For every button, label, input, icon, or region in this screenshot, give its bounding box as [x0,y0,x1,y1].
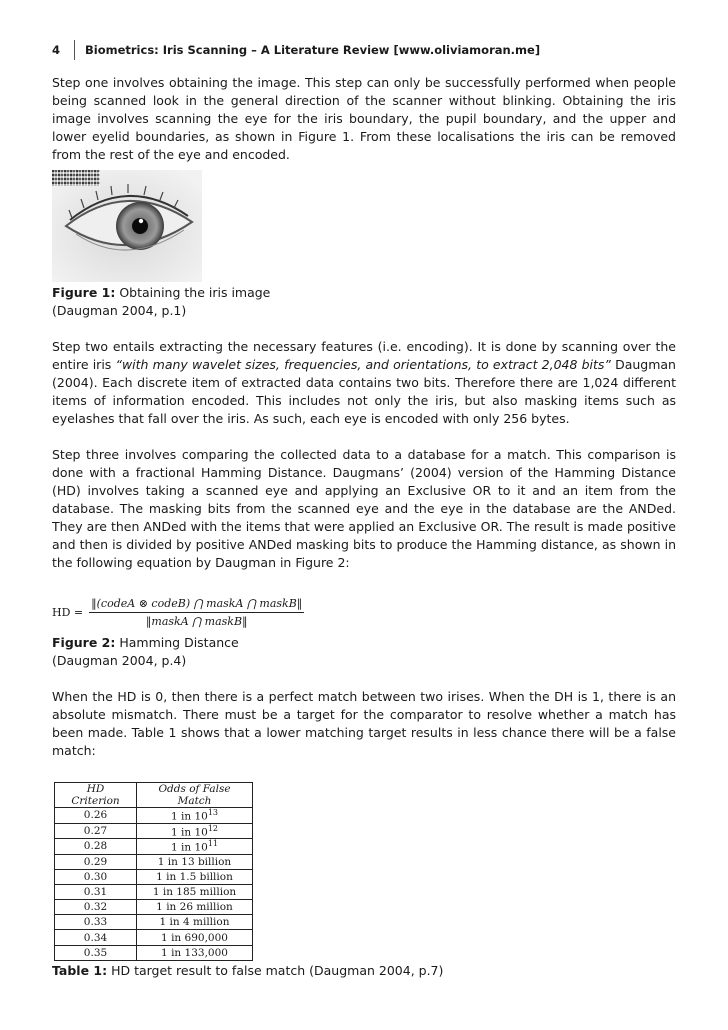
false-match-odds-cell [137,823,253,839]
table-row [55,854,253,869]
figure-2-source: (Daugman 2004, p.4) [52,653,187,668]
hd-table-header-odds: Odds of False Match [137,783,253,808]
hd-table-header-criterion: HD Criterion [55,783,137,808]
false-match-odds-cell [137,930,253,945]
odds-value: 1 in 10 [170,826,208,838]
iris-code-strip [52,170,100,186]
hd-criterion-cell: 0.29 [55,854,137,869]
odds-value: 1 in 13 billion [157,855,232,868]
odds-exponent: 12 [207,823,219,833]
table-row [55,884,253,899]
page-body [52,74,676,980]
false-match-odds-cell [137,915,253,930]
table-row [55,915,253,930]
table-row [55,869,253,884]
header-divider [74,40,75,60]
step-two-quote: “with many wavelet sizes, frequencies, and orientations, to extract 2,048 bits” [115,357,611,372]
hd-criterion-cell: 0.32 [55,900,137,915]
figure-2-caption [52,634,676,652]
eye-illustration [52,170,202,282]
table-row [55,900,253,915]
hd-criterion-cell: 0.27 [55,823,137,839]
hd-criterion-cell: 0.30 [55,869,137,884]
hd-table-body [55,808,253,961]
odds-value: 1 in 1.5 billion [156,870,233,883]
false-match-odds-cell [137,900,253,915]
odds-value: 1 in 133,000 [161,946,228,959]
figure-1-eye-image [52,170,202,282]
false-match-odds-cell [137,808,253,824]
hd-criterion-cell: 0.33 [55,915,137,930]
figure-1-caption [52,284,676,302]
table-1-title: HD target result to false match (Daugman 2004, p.7) [107,962,444,978]
equation-denominator: ‖maskA ⋂ maskB‖ [145,614,248,628]
table-row [55,839,253,855]
step-two-text-after: Daugman (2004). Each discrete item of extracted data contains two bits. Therefore there are 1,024 different items of information encoded. This includes not only the iris, but also masking items such as eyelashes that fall over the iris. As such, each eye is encoded with only 256 bytes. [52,357,676,426]
odds-value: 1 in 10 [170,810,208,823]
odds-value: 1 in 26 million [156,901,233,914]
page-number: 4 [52,43,61,57]
paragraph-step-two [52,338,676,428]
figure-1-title: Obtaining the iris image [115,285,271,300]
odds-value: 1 in 4 million [159,916,230,929]
figure-2-title: Hamming Distance [115,635,239,650]
false-match-odds-cell [137,839,253,855]
equation-fraction [89,597,304,628]
header-title: Biometrics: Iris Scanning – A Literature Review [www.oliviamoran.me] [85,43,541,57]
figure-1-source: (Daugman 2004, p.1) [52,303,187,318]
table-row [55,930,253,945]
table-row [55,808,253,824]
table-1-caption [52,962,676,980]
hd-criterion-cell: 0.26 [55,808,137,824]
odds-exponent: 11 [207,839,219,848]
hd-table-header-row [55,783,253,808]
table-row [55,945,253,960]
hd-criterion-cell: 0.31 [55,884,137,899]
odds-value: 1 in 690,000 [161,931,228,944]
page-header [52,40,540,60]
paragraph-step-one: Step one involves obtaining the image. This step can only be successfully performed when people being scanned look in the general direction of the scanner without blinking. Obtaining the iris image involves scanning the eye for the iris boundary, the pupil boundary, and the upper and lower eyelid boundaries, as shown in Figure 1. From these localisations the iris can be removed from the rest of the eye and encoded. [52,75,676,162]
hd-criterion-cell: 0.34 [55,930,137,945]
hd-criterion-cell: 0.35 [55,945,137,960]
odds-value: 1 in 185 million [152,885,237,898]
figure-2-label: Figure 2: [52,635,116,650]
false-match-odds-cell [137,945,253,960]
hd-table [54,782,253,961]
false-match-odds-cell [137,884,253,899]
paragraph-step-three: Step three involves comparing the collected data to a database for a match. This comparison is done with a fractional Hamming Distance. Daugmans’ (2004) version of the Hamming Distance (HD) involves taking a scanned eye and applying an Exclusive OR to it and an item from the database. The masking bits from the scanned eye and the eye in the database are the ANDed. They are then ANDed with the items that were applied an Exclusive OR. The result is made positive and then is divided by positive ANDed masking bits to produce the Hamming distance, as shown in the following equation by Daugman in Figure 2: [52,447,676,570]
table-row [55,823,253,839]
odds-value: 1 in 10 [170,841,208,854]
table-1-label: Table 1: [52,962,108,978]
paragraph-hd-explanation: When the HD is 0, then there is a perfect match between two irises. When the DH is 1, there is an absolute mismatch. There must be a target for the comparator to resolve whether a match has been made. Table 1 shows that a lower matching target results in less chance there will be a false match: [52,689,676,758]
hd-criterion-cell: 0.28 [55,839,137,855]
figure-1-label: Figure 1: [52,285,116,300]
step-two-text-before: Step two entails extracting the necessary features (i.e. encoding). It is done by scanning over the entire iris [52,339,676,372]
hamming-distance-equation [52,592,676,632]
false-match-odds-cell [137,869,253,884]
false-match-odds-cell [137,854,253,869]
equation-lhs: HD = [52,605,84,619]
equation-numerator: ‖(codeA ⊗ codeB) ⋂ maskA ⋂ maskB‖ [89,597,304,613]
odds-exponent: 13 [207,808,219,817]
